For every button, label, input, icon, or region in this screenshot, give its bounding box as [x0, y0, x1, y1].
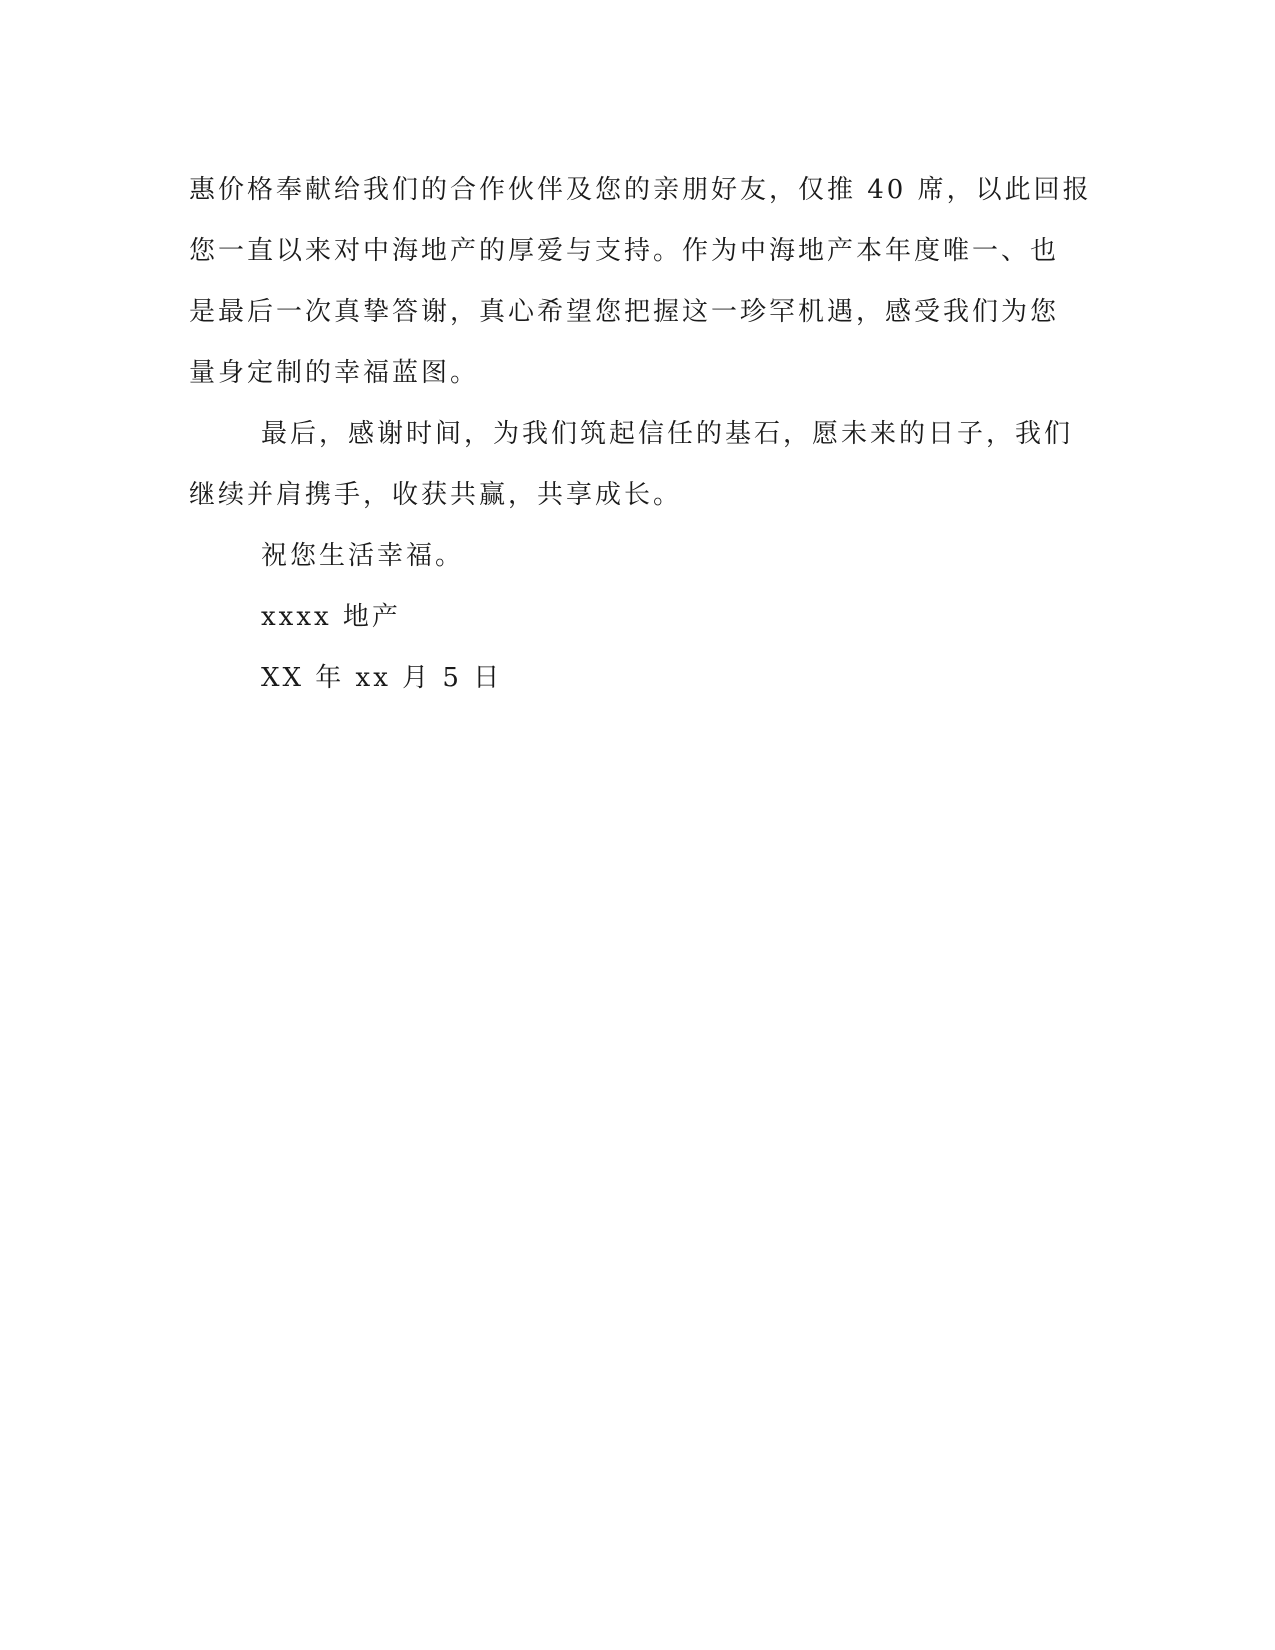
- closing-line: 祝您生活幸福。: [261, 541, 465, 571]
- paragraph-line: 量身定制的幸福蓝图。: [189, 358, 480, 388]
- paragraph-line: 最后，感谢时间，为我们筑起信任的基石，愿未来的日子，我们: [261, 419, 1074, 449]
- date-line: XX 年 xx 月 5 日: [261, 663, 503, 693]
- signature-line: xxxx 地产: [261, 602, 401, 632]
- paragraph-line: 惠价格奉献给我们的合作伙伴及您的亲朋好友，仅推 40 席，以此回报: [189, 175, 1092, 205]
- paragraph-line: 是最后一次真挚答谢，真心希望您把握这一珍罕机遇，感受我们为您: [189, 297, 1060, 327]
- letter-body: [189, 160, 1092, 709]
- paragraph-line: 您一直以来对中海地产的厚爱与支持。作为中海地产本年度唯一、也: [189, 236, 1060, 266]
- paragraph-line: 继续并肩携手，收获共赢，共享成长。: [189, 480, 683, 510]
